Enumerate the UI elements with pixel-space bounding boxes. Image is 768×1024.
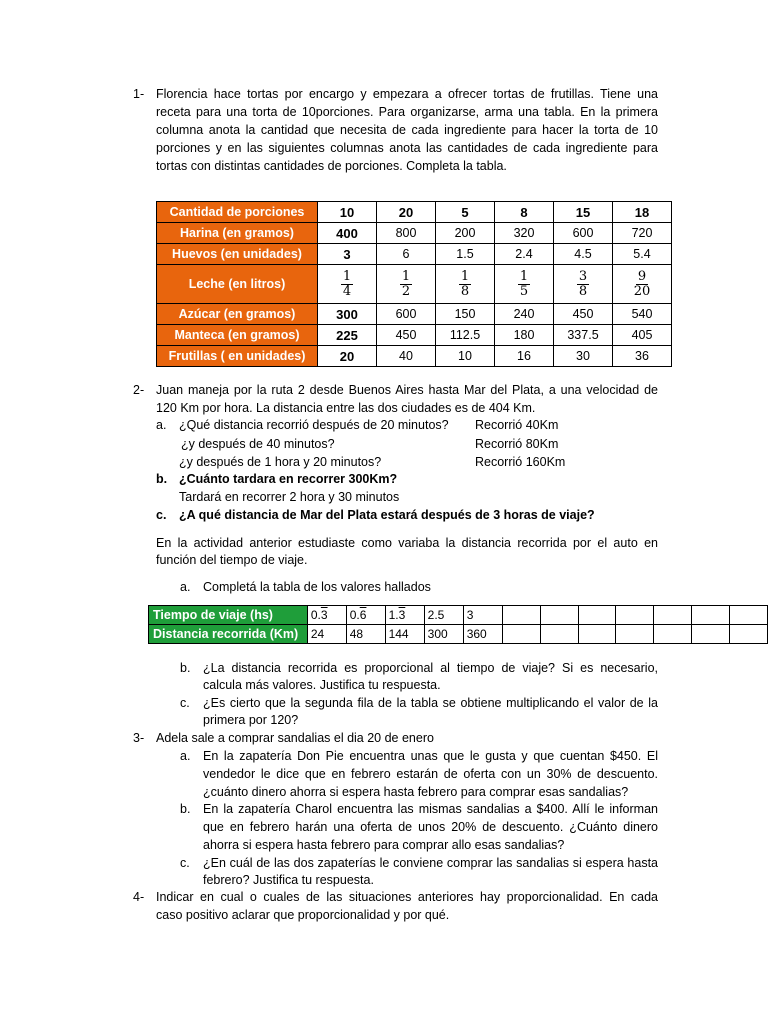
- decimal-repeat: 3: [320, 608, 328, 622]
- q4-number: 4-: [133, 890, 145, 904]
- travel-table: [148, 605, 768, 644]
- q2-line: 120 Km por hora. La distancia entre las dos ciudades es de 404 Km.: [156, 401, 536, 415]
- q1-line: columna anota la cantidad que necesita de cada ingrediente para hacer la torta de 10: [156, 123, 658, 137]
- table-cell: 20: [377, 202, 436, 223]
- fraction-numerator: 1: [342, 269, 352, 284]
- fraction-denominator: 8: [460, 284, 470, 299]
- q2-a-answer: Recorrió 40Km: [475, 418, 559, 432]
- table-cell: [502, 606, 540, 625]
- table-cell: 16: [495, 346, 554, 367]
- table-cell: 4.5: [554, 244, 613, 265]
- q3-a-line: ¿cuánto dinero ahorra si espera hasta febrero para comprar esas sandalias?: [203, 785, 629, 799]
- row-label: Manteca (en gramos): [157, 325, 318, 346]
- table-cell: [463, 606, 502, 625]
- q3-a-line: En la zapatería Don Pie encuentra unas que le gusta y que cuentan $450. El: [203, 749, 658, 763]
- table-row: [157, 325, 672, 346]
- decimal-int: 3: [466, 608, 474, 622]
- decimal-int: 0.: [349, 608, 360, 622]
- table-cell: 150: [436, 304, 495, 325]
- q3-number: 3-: [133, 731, 145, 745]
- q2-sub-b-marker: b.: [180, 661, 191, 675]
- table-cell: 2.4: [495, 244, 554, 265]
- fraction-cell: [318, 265, 377, 304]
- fraction-denominator: 8: [578, 284, 588, 299]
- table-cell: 300: [424, 625, 463, 644]
- table-row: [157, 304, 672, 325]
- fraction-cell: [377, 265, 436, 304]
- q3-c-line: ¿En cuál de las dos zapaterías le conviene comprar las sandalias si espera hasta: [203, 856, 658, 870]
- q2-line: Juan maneja por la ruta 2 desde Buenos Aires hasta Mar del Plata, a una velocidad de: [156, 383, 658, 397]
- q2-a-question: ¿y después de 1 hora y 20 minutos?: [179, 455, 382, 469]
- table-cell: [502, 625, 540, 644]
- q2-sub-a-marker: a.: [180, 580, 191, 594]
- row-label: Cantidad de porciones: [157, 202, 318, 223]
- table-cell: 5: [436, 202, 495, 223]
- table-cell: 48: [346, 625, 385, 644]
- q4-line: Indicar en cual o cuales de las situaciones anteriores hay proporcionalidad. En cada: [156, 890, 658, 904]
- decimal-repeat: 6: [359, 608, 367, 622]
- q4-line: caso positivo aclarar que proporcionalidad y por qué.: [156, 908, 450, 922]
- table-cell: 360: [463, 625, 502, 644]
- q3-intro: Adela sale a comprar sandalias el dia 20 de enero: [156, 731, 434, 745]
- table-row: [149, 625, 768, 644]
- fraction-numerator: 1: [460, 269, 470, 284]
- q2-c-marker: c.: [156, 508, 167, 522]
- fraction-numerator: 1: [519, 269, 529, 284]
- table-cell: [616, 606, 654, 625]
- table-cell: 600: [554, 223, 613, 244]
- q2-sub-b-line: calcula más valores. Justifica tu respuesta.: [203, 678, 441, 692]
- table-cell: 400: [318, 223, 377, 244]
- table-cell: 405: [613, 325, 672, 346]
- table-row: [157, 202, 672, 223]
- q2-a-answer: Recorrió 80Km: [475, 437, 559, 451]
- q1-number: 1-: [133, 87, 145, 101]
- q2-a-question: ¿y después de 40 minutos?: [181, 437, 335, 451]
- row-label: Tiempo de viaje (hs): [149, 606, 308, 625]
- q2-b-marker: b.: [156, 472, 168, 486]
- table-cell: [578, 625, 616, 644]
- table-cell: 15: [554, 202, 613, 223]
- table-cell: [654, 606, 692, 625]
- table-cell: 40: [377, 346, 436, 367]
- fraction-cell: [613, 265, 672, 304]
- table-row: [157, 244, 672, 265]
- row-label: Huevos (en unidades): [157, 244, 318, 265]
- table-cell: [654, 625, 692, 644]
- q2-sub-c-marker: c.: [180, 696, 190, 710]
- table-cell: 1.5: [436, 244, 495, 265]
- fraction-numerator: 1: [401, 269, 411, 284]
- table-cell: 36: [613, 346, 672, 367]
- table-cell: [616, 625, 654, 644]
- decimal-int: 2.5: [427, 608, 445, 622]
- table-cell: 450: [377, 325, 436, 346]
- fraction-denominator: 4: [342, 284, 352, 299]
- fraction-denominator: 5: [519, 284, 529, 299]
- table-row: [157, 223, 672, 244]
- row-label: Frutillas ( en unidades): [157, 346, 318, 367]
- table-cell: [540, 606, 578, 625]
- table-cell: 320: [495, 223, 554, 244]
- q2-intro-line: En la actividad anterior estudiaste como variaba la distancia recorrida por el auto en: [156, 536, 658, 550]
- q3-a-line: vendedor le dice que en febrero estarán de oferta con un 30% de descuento.: [203, 767, 658, 781]
- table-cell: 300: [318, 304, 377, 325]
- fraction-denominator: 2: [401, 284, 411, 299]
- table-cell: [730, 625, 768, 644]
- q3-b-line: que en febrero harán una oferta de unos 20% de descuento. ¿Cuánto dinero: [203, 820, 658, 834]
- table-row: [157, 265, 672, 304]
- table-cell: 10: [318, 202, 377, 223]
- q1-line: receta para una torta de 10porciones. Para organizarse, arma una tabla. En la primera: [156, 105, 658, 119]
- q3-c-line: febrero? Justifica tu respuesta.: [203, 873, 374, 887]
- table-cell: 8: [495, 202, 554, 223]
- q2-a-question: ¿Qué distancia recorrió después de 20 minutos?: [179, 418, 449, 432]
- table-row: [149, 606, 768, 625]
- row-label: Azúcar (en gramos): [157, 304, 318, 325]
- table-cell: 800: [377, 223, 436, 244]
- table-cell: 6: [377, 244, 436, 265]
- table-cell: 5.4: [613, 244, 672, 265]
- table-cell: 540: [613, 304, 672, 325]
- q2-c-question: ¿A qué distancia de Mar del Plata estará después de 3 horas de viaje?: [179, 508, 595, 522]
- table-cell: 450: [554, 304, 613, 325]
- q2-sub-b-line: ¿La distancia recorrida es proporcional al tiempo de viaje? Si es necesario,: [203, 661, 658, 675]
- decimal-repeat: 3: [398, 608, 406, 622]
- table-cell: 240: [495, 304, 554, 325]
- table-cell: 180: [495, 325, 554, 346]
- table-cell: [540, 625, 578, 644]
- table-cell: 200: [436, 223, 495, 244]
- q3-b-marker: b.: [180, 802, 191, 816]
- table-cell: 144: [385, 625, 424, 644]
- q1-line: porciones y en las siguientes columnas anota las cantidades de cada ingrediente para: [156, 141, 658, 155]
- table-cell: [307, 606, 346, 625]
- decimal-int: 1.: [388, 608, 399, 622]
- table-cell: 20: [318, 346, 377, 367]
- row-label: Distancia recorrida (Km): [149, 625, 308, 644]
- table-cell: 600: [377, 304, 436, 325]
- q2-intro-line: función del tiempo de viaje.: [156, 553, 308, 567]
- recipe-table: [156, 201, 672, 367]
- q1-line: Florencia hace tortas por encargo y empezara a ofrecer tortas de frutillas. Tiene una: [156, 87, 658, 101]
- q2-sub-c-line: primera por 120?: [203, 713, 299, 727]
- table-cell: [692, 625, 730, 644]
- fraction-cell: [554, 265, 613, 304]
- q3-a-marker: a.: [180, 749, 191, 763]
- table-cell: 225: [318, 325, 377, 346]
- q2-sub-a-text: Completá la tabla de los valores hallados: [203, 580, 431, 594]
- q2-b-answer: Tardará en recorrer 2 hora y 30 minutos: [179, 490, 400, 504]
- q2-sub-c-line: ¿Es cierto que la segunda fila de la tabla se obtiene multiplicando el valor de la: [203, 696, 658, 710]
- row-label: Harina (en gramos): [157, 223, 318, 244]
- decimal-int: 0.: [310, 608, 321, 622]
- table-cell: [692, 606, 730, 625]
- table-cell: 10: [436, 346, 495, 367]
- table-cell: [730, 606, 768, 625]
- table-cell: 337.5: [554, 325, 613, 346]
- fraction-cell: [436, 265, 495, 304]
- table-cell: [385, 606, 424, 625]
- table-cell: [578, 606, 616, 625]
- q2-a-answer: Recorrió 160Km: [475, 455, 566, 469]
- q3-b-line: ahorra si espera hasta febrero para comprar allo esas sandalias?: [203, 838, 565, 852]
- fraction-cell: [495, 265, 554, 304]
- fraction-numerator: 9: [637, 269, 647, 284]
- table-cell: 3: [318, 244, 377, 265]
- table-cell: 24: [307, 625, 346, 644]
- q2-a-marker: a.: [156, 418, 167, 432]
- q3-c-marker: c.: [180, 856, 190, 870]
- fraction-numerator: 3: [578, 269, 588, 284]
- table-cell: 720: [613, 223, 672, 244]
- q2-number: 2-: [133, 383, 145, 397]
- q1-line: tortas con distintas cantidades de porciones. Completa la tabla.: [156, 159, 507, 173]
- table-row: [157, 346, 672, 367]
- table-cell: 112.5: [436, 325, 495, 346]
- q3-b-line: En la zapatería Charol encuentra las mismas sandalias a $400. Allí le informan: [203, 802, 658, 816]
- table-cell: [424, 606, 463, 625]
- table-cell: 18: [613, 202, 672, 223]
- fraction-denominator: 20: [633, 284, 651, 299]
- table-cell: [346, 606, 385, 625]
- row-label: Leche (en litros): [157, 265, 318, 304]
- q2-b-question: ¿Cuánto tardara en recorrer 300Km?: [179, 472, 398, 486]
- table-cell: 30: [554, 346, 613, 367]
